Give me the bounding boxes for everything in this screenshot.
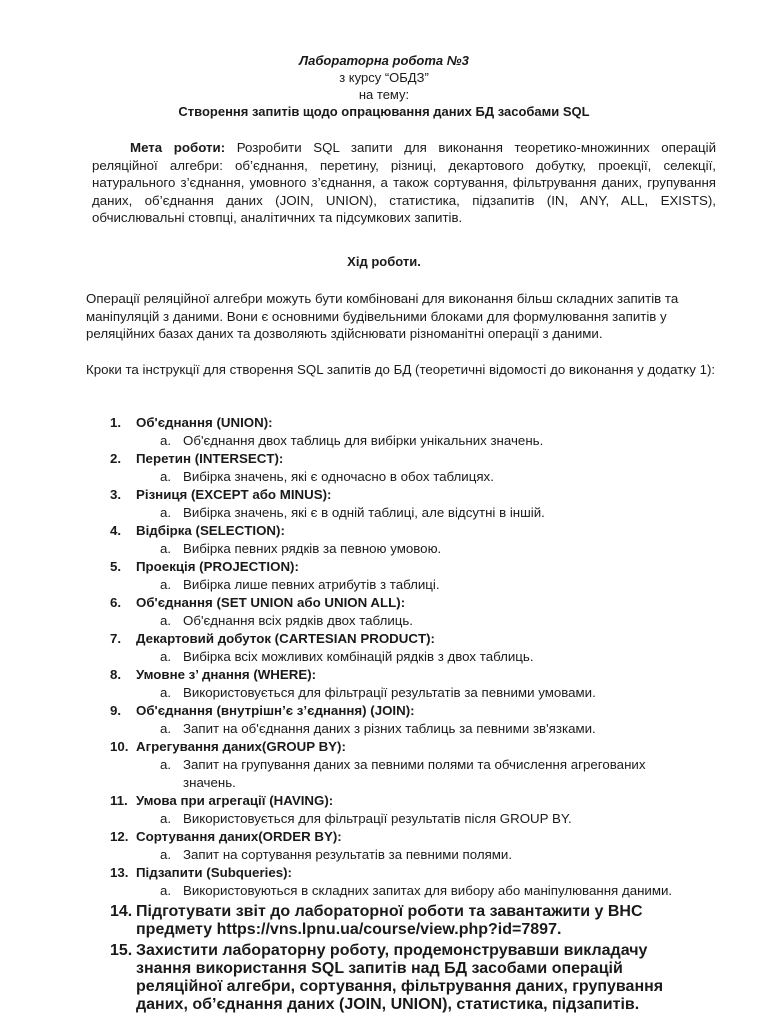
goal-text: Розробити SQL запити для виконання теоретико-множинних операцій реляційної алгебри: об’єднання, перетину, різниці, декартового добутку, проекції, селекції, натурального з’єднання, умовного з’єднання, а також сортування, фільтрування даних, групування даних, об’єднання даних (JOIN, UNION), статистика, підзапитів (IN, ANY, ALL, EXISTS), обчислювальні стовпці, аналітичних та підсумкових запитів. — [92, 140, 717, 225]
step-description: Використовується для фільтрації результатів після GROUP BY. — [183, 811, 572, 826]
list-item: 15. Захистити лабораторну роботу, продемонструвавши викладачу знання використання SQL запитів над БД засобами операцій реляційної алгебри, сортування, фільтрування даних, групування даних, об’єднання даних (JOIN, UNION), статистика, підзапитів. — [110, 942, 664, 1013]
topic-label: на тему: — [358, 87, 410, 102]
lab-title: Лабораторна робота №3 — [299, 53, 469, 68]
document-header — [0, 52, 768, 120]
step-title: Об'єднання (SET UNION або UNION ALL): — [136, 595, 406, 610]
instructions-paragraph: Кроки та інструкції для створення SQL запитів до БД (теоретичні відомості до виконання у додатку 1): — [86, 362, 716, 377]
steps-list — [0, 414, 768, 1014]
step-title: Різниця (EXCEPT або MINUS): — [136, 487, 332, 502]
list-item: 12. Сортування даних(ORDER BY): a. Запит на сортування результатів за певними полями. — [110, 829, 513, 862]
step-description: Запит на сортування результатів за певними полями. — [183, 847, 513, 862]
list-item: 1. Об'єднання (UNION): a. Об'єднання двох таблиць для вибірки унікальних значень. — [110, 415, 544, 448]
step-title: Проекція (PROJECTION): — [136, 559, 299, 574]
step-description: Вибірка всіх можливих комбінацій рядків з двох таблиць. — [183, 649, 534, 664]
list-item: 10. Агрегування даних(GROUP BY): a. Запит на групування даних за певними полями та обчислення агрегованих значень. — [110, 739, 646, 790]
list-item: 13. Підзапити (Subqueries): a. Використовуються в складних запитах для вибору або маніпулювання даними. — [110, 865, 673, 898]
list-item: 11. Умова при агрегації (HAVING): a. Використовується для фільтрації результатів після GROUP BY. — [110, 793, 572, 826]
step-title: Декартовий добуток (CARTESIAN PRODUCT): — [136, 631, 435, 646]
step-title: Відбірка (SELECTION): — [136, 523, 285, 538]
step-description: Запит на об'єднання даних з різних таблиць за певними зв'язками. — [183, 721, 596, 736]
step-title: Сортування даних(ORDER BY): — [136, 829, 342, 844]
final-step-text: Захистити лабораторну роботу, продемонструвавши викладачу знання використання SQL запитів над БД засобами операцій реляційної алгебри, сортування, фільтрування даних, групування даних, об’єднання даних (JOIN, UNION), статистика, підзапитів. — [136, 942, 664, 1013]
topic-title: Створення запитів щодо опрацювання даних БД засобами SQL — [178, 104, 590, 119]
step-description: Об'єднання всіх рядків двох таблиць. — [183, 613, 413, 628]
course-line: з курсу “ОБДЗ” — [339, 70, 429, 85]
step-description: Вибірка значень, які є одночасно в обох таблицях. — [183, 469, 494, 484]
goal-label: Мета роботи: — [130, 140, 226, 155]
list-item: 6. Об'єднання (SET UNION або UNION ALL): a. Об'єднання всіх рядків двох таблиць. — [110, 595, 413, 628]
list-item: 7. Декартовий добуток (CARTESIAN PRODUCT): a. Вибірка всіх можливих комбінацій рядків з двох таблиць. — [110, 631, 534, 664]
final-step-text: Підготувати звіт до лабораторної роботи та завантажити у ВНС предмету https://vns.lpnu.ua/course/view.php?id=7897. — [136, 903, 643, 938]
step-title: Умовне з’ днання (WHERE): — [136, 667, 317, 682]
step-description: Вибірка певних рядків за певною умовою. — [183, 541, 442, 556]
step-title: Об'єднання (UNION): — [136, 415, 273, 430]
step-title: Об'єднання (внутрішн’є з’єднання) (JOIN): — [136, 703, 415, 718]
list-item: 5. Проекція (PROJECTION): a. Вибірка лише певних атрибутів з таблиці. — [110, 559, 440, 592]
list-item: 14. Підготувати звіт до лабораторної роботи та завантажити у ВНС предмету https://vns.lpnu.ua/course/view.php?id=7897. — [110, 903, 643, 938]
step-title: Перетин (INTERSECT): — [136, 451, 284, 466]
step-description: Об'єднання двох таблиць для вибірки унікальних значень. — [183, 433, 544, 448]
intro-paragraph: Операції реляційної алгебри можуть бути комбіновані для виконання більш складних запитів та маніпуляцій з даними. Вони є основними будівельними блоками для формулювання запитів у реляційних базах даних та дозволяють здійснювати різноманітні операції з даними. — [86, 291, 679, 341]
list-item: 4. Відбірка (SELECTION): a. Вибірка певних рядків за певною умовою. — [110, 523, 442, 556]
goal-paragraph — [92, 139, 716, 227]
list-item: 2. Перетин (INTERSECT): a. Вибірка значень, які є одночасно в обох таблицях. — [110, 451, 494, 484]
step-title: Умова при агрегації (HAVING): — [136, 793, 334, 808]
step-description: Використовуються в складних запитах для вибору або маніпулювання даними. — [183, 883, 673, 898]
step-description: Вибірка значень, які є в одній таблиці, але відсутні в іншій. — [183, 505, 545, 520]
list-item: 9. Об'єднання (внутрішн’є з’єднання) (JOIN): a. Запит на об'єднання даних з різних таблиць за певними зв'язками. — [110, 703, 596, 736]
step-title: Підзапити (Subqueries): — [136, 865, 292, 880]
step-description: Вибірка лише певних атрибутів з таблиці. — [183, 577, 440, 592]
list-item: 3. Різниця (EXCEPT або MINUS): a. Вибірка значень, які є в одній таблиці, але відсутні в іншій. — [110, 487, 545, 520]
step-description: Запит на групування даних за певними полями та обчислення агрегованих значень. — [183, 757, 646, 790]
step-description: Використовується для фільтрації результатів за певними умовами. — [183, 685, 596, 700]
step-title: Агрегування даних(GROUP BY): — [136, 739, 346, 754]
list-item: 8. Умовне з’ днання (WHERE): a. Використовується для фільтрації результатів за певними умовами. — [110, 667, 596, 700]
section-title: Хід роботи. — [347, 254, 421, 269]
